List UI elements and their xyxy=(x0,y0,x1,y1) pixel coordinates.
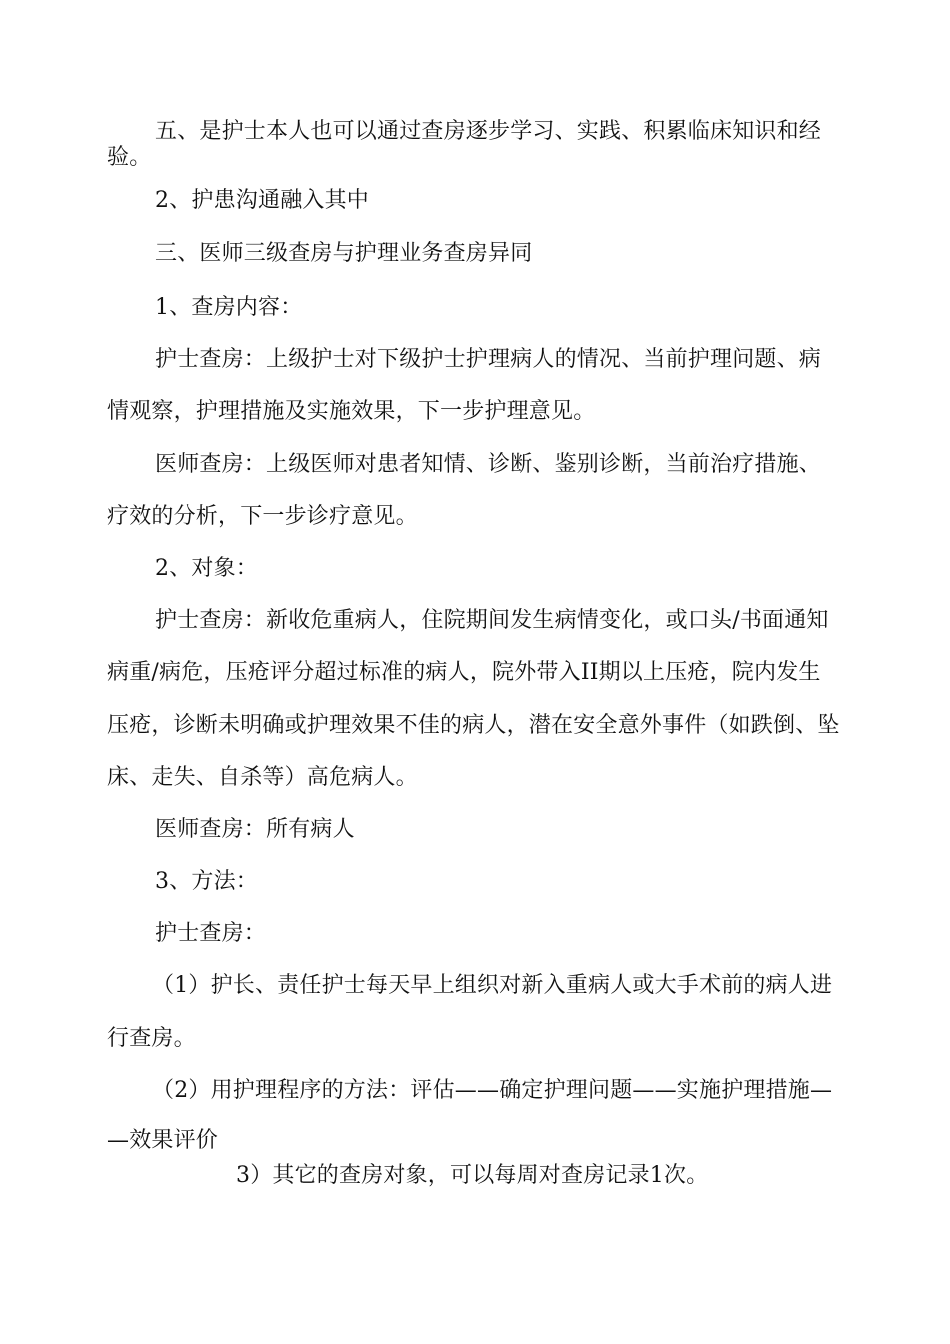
paragraph-line: 护士查房：新收危重病人，住院期间发生病情变化，或口头/书面通知 xyxy=(155,608,829,633)
subsection-heading: 1、查房内容： xyxy=(155,295,303,320)
paragraph-line: 2、护患沟通融入其中 xyxy=(155,188,369,213)
list-item: （1）护长、责任护士每天早上组织对新入重病人或大手术前的病人进 xyxy=(152,973,833,998)
paragraph-line: 医师查房：上级医师对患者知情、诊断、鉴别诊断，当前治疗措施、 xyxy=(155,452,822,477)
paragraph-line: 医师查房：所有病人 xyxy=(155,817,355,842)
paragraph-line: 病重/病危，压疮评分超过标准的病人，院外带入II期以上压疮，院内发生 xyxy=(107,660,821,685)
paragraph-line: 行查房。 xyxy=(107,1026,196,1051)
list-item: 3）其它的查房对象，可以每周对查房记录1次。 xyxy=(236,1163,709,1188)
paragraph-line: 疗效的分析，下一步诊疗意见。 xyxy=(107,504,418,529)
subsection-heading: 3、方法： xyxy=(155,869,258,894)
subsection-heading: 2、对象： xyxy=(155,556,258,581)
paragraph-line: 护士查房： xyxy=(155,921,267,946)
paragraph-line: 压疮，诊断未明确或护理效果不佳的病人，潜在安全意外事件（如跌倒、坠 xyxy=(107,713,840,738)
list-item: （2）用护理程序的方法：评估——确定护理问题——实施护理措施— xyxy=(152,1078,833,1103)
paragraph-line: 护士查房：上级护士对下级护士护理病人的情况、当前护理问题、病 xyxy=(155,347,822,372)
paragraph-line: 五、是护士本人也可以通过查房逐步学习、实践、积累临床知识和经 xyxy=(155,119,822,144)
section-heading: 三、医师三级查房与护理业务查房异同 xyxy=(155,241,533,266)
paragraph-line: 情观察，护理措施及实施效果，下一步护理意见。 xyxy=(107,399,596,424)
paragraph-line: 床、走失、自杀等）高危病人。 xyxy=(107,765,418,790)
paragraph-line: 验。 xyxy=(107,145,152,170)
paragraph-line: —效果评价 xyxy=(107,1128,219,1153)
